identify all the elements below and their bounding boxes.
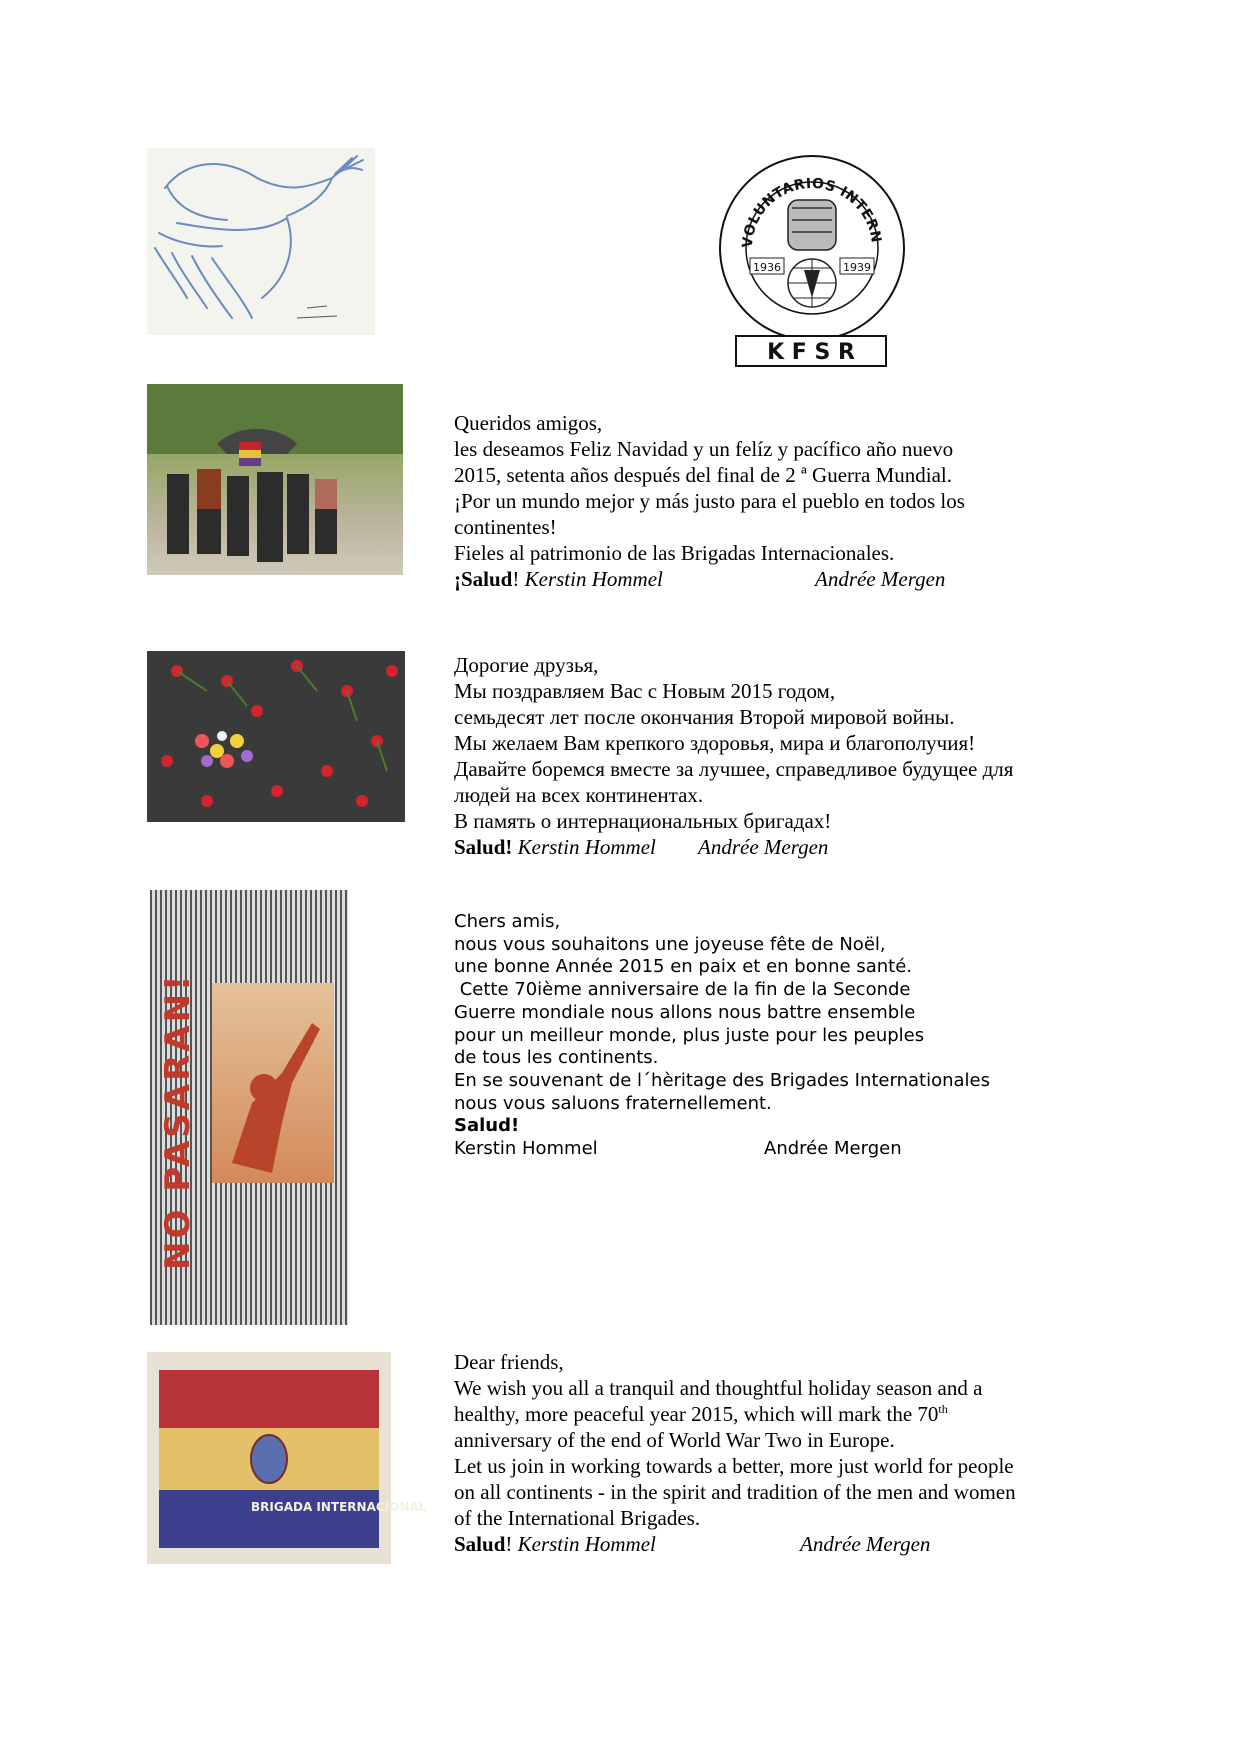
french-signature xyxy=(454,1138,1094,1161)
french-line: En se souvenant de l´hèritage des Brigades Internationales xyxy=(454,1069,990,1091)
russian-message xyxy=(454,652,1094,860)
salud-text: Salud xyxy=(454,1532,506,1556)
english-line: Let us join in working towards a better, more just world for people xyxy=(454,1454,1014,1478)
russian-line: Давайте боремся вместе за лучшее, справедливое будущее для xyxy=(454,757,1014,781)
english-message xyxy=(454,1349,1104,1557)
french-line: Chers amis, xyxy=(454,911,561,932)
french-line: Cette 70ième anniversaire de la fin de la Seconde xyxy=(454,979,911,1001)
salud-text: Salud! xyxy=(454,835,513,859)
spanish-signature: ¡Salud! Kerstin Hommel Andrée Mergen xyxy=(454,567,946,591)
salud-text: ¡Salud xyxy=(454,567,513,591)
salud-text: Salud! xyxy=(454,1115,520,1137)
french-line: de tous les continents. xyxy=(454,1047,659,1069)
logo-ring-text: VOLUNTARIOS INTERN xyxy=(739,175,884,249)
english-line: Dear friends, xyxy=(454,1350,564,1374)
spanish-line: ¡Por un mundo mejor y más justo para el pueblo en todos los xyxy=(454,489,965,513)
english-line: anniversary of the end of World War Two in Europe. xyxy=(454,1428,895,1452)
signer-name: Kerstin Hommel xyxy=(517,835,656,859)
spanish-line: les deseamos Feliz Navidad y un felíz y pacífico año nuevo xyxy=(454,437,954,461)
spanish-line: continentes! xyxy=(454,515,557,539)
spanish-message xyxy=(454,410,1074,592)
russian-line: людей на всех континентах. xyxy=(454,783,704,807)
logo-year-start: 1936 xyxy=(753,261,781,274)
russian-line: Мы поздравляем Вас с Новым 2015 годом, xyxy=(454,679,836,703)
signer-name: Andrée Mergen xyxy=(698,835,829,859)
english-line: healthy, more peaceful year 2015, which will mark the 70th xyxy=(454,1402,948,1426)
russian-line: семьдесят лет после окончания Второй мировой войны. xyxy=(454,705,955,729)
signer-name: Andrée Mergen xyxy=(764,1138,902,1160)
spanish-line: Fieles al patrimonio de las Brigadas Internacionales. xyxy=(454,541,895,565)
signer-name: Kerstin Hommel xyxy=(524,567,663,591)
english-line: on all continents - in the spirit and tradition of the men and women xyxy=(454,1480,1016,1504)
french-line: Guerre mondiale nous allons nous battre ensemble xyxy=(454,1001,916,1023)
russian-line: В память о интернациональных бригадах! xyxy=(454,809,832,833)
poster-artwork xyxy=(212,983,334,1183)
dove-icon xyxy=(147,148,375,335)
english-signature: Salud! Kerstin Hommel Andrée Mergen xyxy=(454,1532,931,1556)
brigade-flag-photo xyxy=(147,1352,427,1564)
russian-signature xyxy=(454,834,1094,860)
spanish-line: 2015, setenta años después del final de 2 ª Guerra Mundial. xyxy=(454,463,952,487)
dove-drawing xyxy=(147,148,375,335)
coat-of-arms-icon xyxy=(251,1435,287,1483)
signer-name: Kerstin Hommel xyxy=(454,1138,598,1160)
french-line: une bonne Année 2015 en paix et en bonne santé. xyxy=(454,956,913,978)
russian-line: Дорогие друзья, xyxy=(454,653,599,677)
french-line: nous vous souhaitons une joyeuse fête de Noël, xyxy=(454,933,886,955)
signer-name: Andrée Mergen xyxy=(800,1532,931,1556)
spanish-line: Queridos amigos, xyxy=(454,411,603,435)
carnations-photo xyxy=(147,651,405,822)
english-line: of the International Brigades. xyxy=(454,1506,701,1530)
flag-text: BRIGADA INTERNACIONAL xyxy=(251,1500,427,1514)
no-pasaran-poster xyxy=(150,890,348,1325)
french-message xyxy=(454,911,1094,1161)
signer-name: Andrée Mergen xyxy=(815,567,946,591)
logo-year-end: 1939 xyxy=(843,261,871,274)
logo-org-text: K F S R xyxy=(767,340,855,365)
russian-line: Мы желаем Вам крепкого здоровья, мира и благополучия! xyxy=(454,731,976,755)
english-line: We wish you all a tranquil and thoughtful holiday season and a xyxy=(454,1376,983,1400)
kfsr-logo xyxy=(712,148,910,370)
signer-name: Kerstin Hommel xyxy=(517,1532,656,1556)
memorial-crowd-photo xyxy=(147,384,403,575)
french-line: pour un meilleur monde, plus juste pour les peuples xyxy=(454,1024,925,1046)
french-line: nous vous saluons fraternellement. xyxy=(454,1092,772,1114)
poster-title: NO PASARAN! xyxy=(158,972,198,1270)
